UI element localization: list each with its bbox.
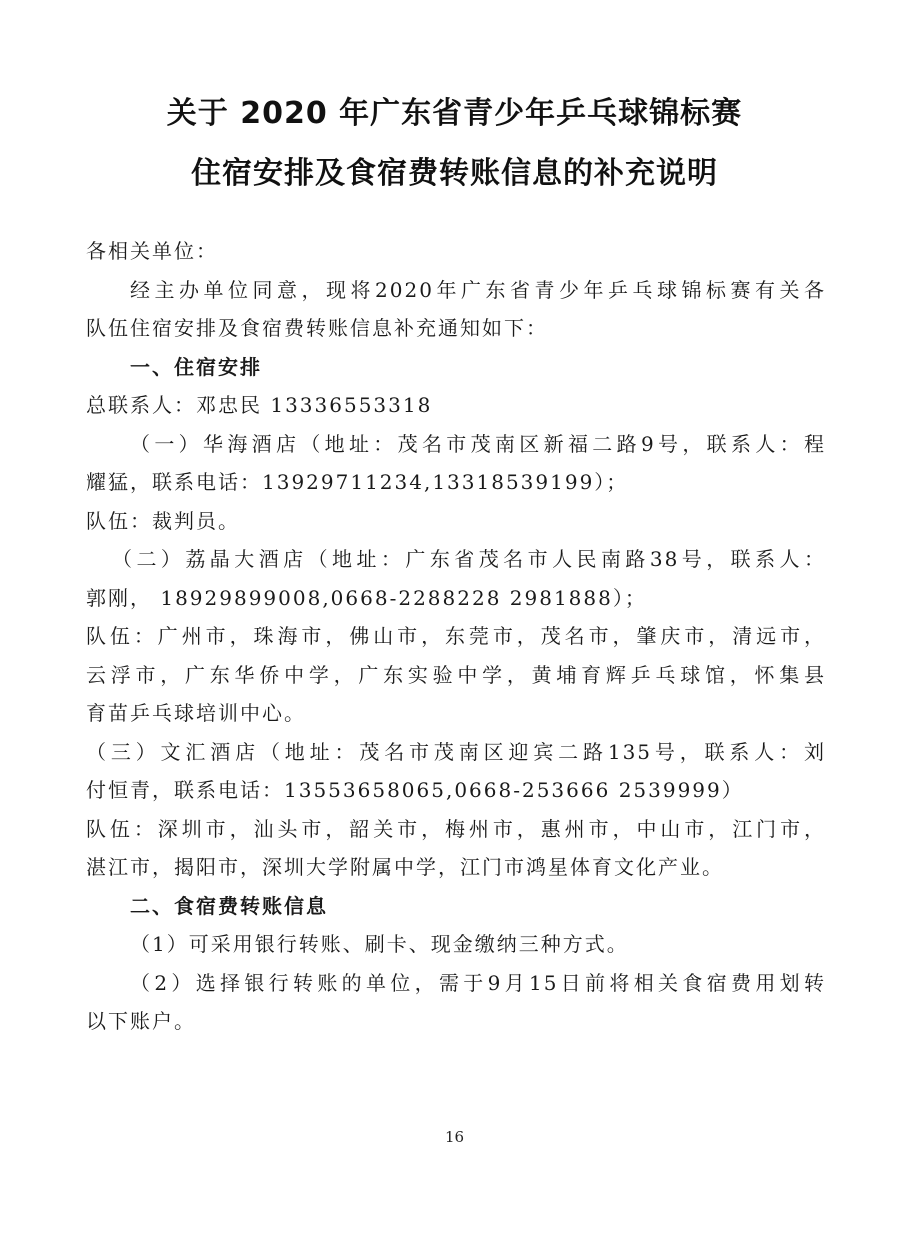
item2-line2: 以下账户。 xyxy=(86,1009,196,1033)
item1: （1）可采用银行转账、刷卡、现金缴纳三种方式。 xyxy=(130,932,629,956)
hotel3-line2: 付恒青，联系电话：13553658065,0668-253666 2539999） xyxy=(86,778,744,802)
hotel1-teams: 队伍：裁判员。 xyxy=(86,508,240,533)
hotel2-teams-line3: 育苗乒乓球培训中心。 xyxy=(86,701,306,725)
hotel2-teams-line2: 云浮市，广东华侨中学，广东实验中学，黄埔育辉乒乓球馆，怀集县 xyxy=(86,662,826,687)
section1-heading: 一、住宿安排 xyxy=(130,354,262,379)
hotel2-line1: （二）荔晶大酒店（地址：广东省茂名市人民南路38号，联系人： xyxy=(112,547,826,571)
hotel3-teams-line2: 湛江市，揭阳市，深圳大学附属中学，江门市鸿星体育文化产业。 xyxy=(86,855,724,879)
hotel1-line1: （一）华海酒店（地址：茂名市茂南区新福二路9号，联系人：程 xyxy=(130,431,826,456)
document-title-line2: 住宿安排及食宿费转账信息的补充说明 xyxy=(191,156,718,191)
intro-line2: 队伍住宿安排及食宿费转账信息补充通知如下： xyxy=(86,316,548,340)
item2-line1: （2）选择银行转账的单位，需于9月15日前将相关食宿费用划转 xyxy=(130,970,826,995)
general-contact: 总联系人：邓忠民 13336553318 xyxy=(86,393,433,417)
hotel3-teams-line1: 队伍：深圳市，汕头市，韶关市，梅州市，惠州市，中山市，江门市， xyxy=(86,816,826,841)
document-title-line1: 关于 2020 年广东省青少年乒乓球锦标赛 xyxy=(166,96,743,131)
section2-heading: 二、食宿费转账信息 xyxy=(130,893,328,918)
document-body xyxy=(86,232,826,1041)
intro-line1: 经主办单位同意，现将2020年广东省青少年乒乓球锦标赛有关各 xyxy=(130,277,826,302)
page-number: 16 xyxy=(444,1128,465,1146)
hotel2-teams-line1: 队伍：广州市，珠海市，佛山市，东莞市，茂名市，肇庆市，清远市， xyxy=(86,624,826,648)
hotel1-line2: 耀猛，联系电话：13929711234,13318539199）； xyxy=(86,470,629,494)
salutation: 各相关单位： xyxy=(86,239,218,263)
hotel3-line1: （三）文汇酒店（地址：茂名市茂南区迎宾二路135号，联系人：刘 xyxy=(86,739,826,764)
hotel2-line2: 郭刚， 18929899008,0668-2288228 2981888）； xyxy=(86,585,647,610)
